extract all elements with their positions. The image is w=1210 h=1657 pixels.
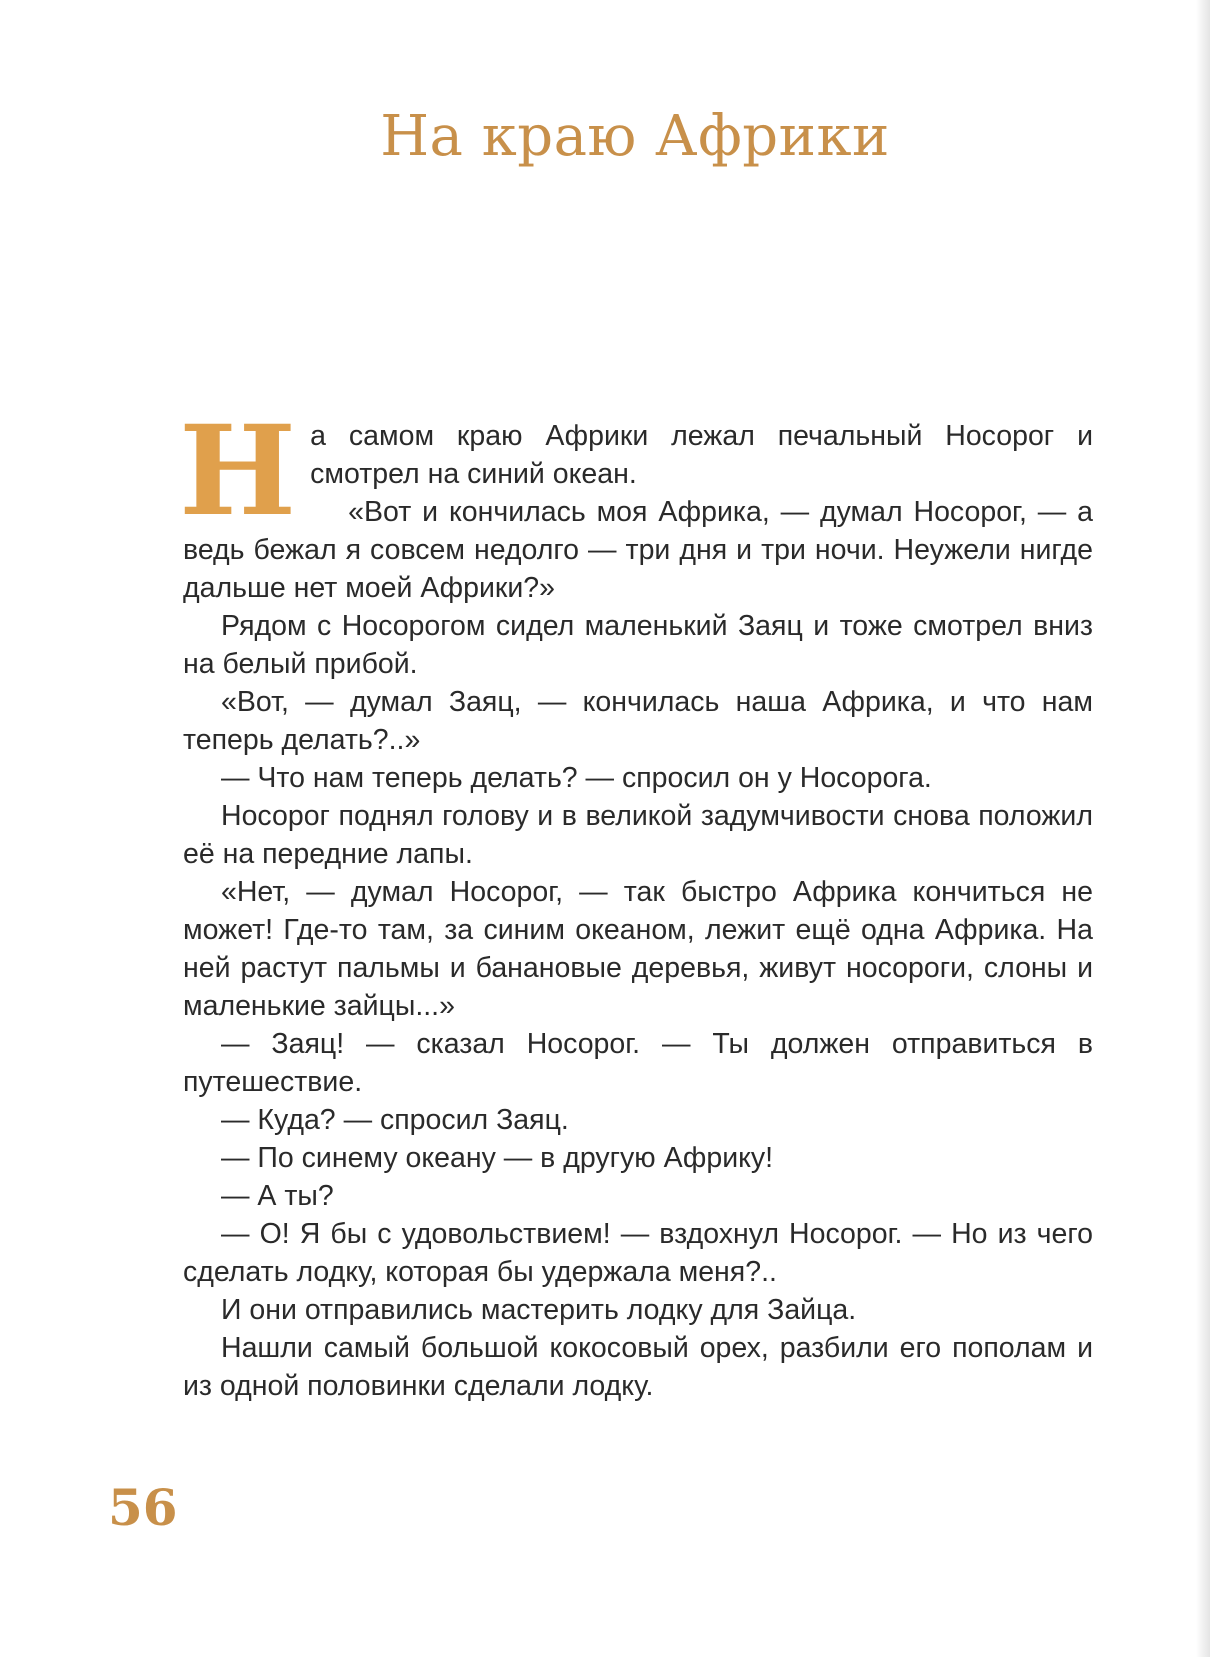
- page-edge-shadow: [1196, 0, 1210, 1657]
- paragraph-13: И они отправились мастерить лодку для Зайца.: [221, 1294, 857, 1326]
- paragraph-1: [179, 399, 1093, 544]
- paragraph-7: «Нет, — думал Носорог, — так быстро Африка кончиться не может! Где-то там, за синим океаном, лежит ещё одна Африка. На ней растут пальмы и банановые деревья, живут носороги, слоны и маленькие зайцы...»: [183, 876, 1093, 1022]
- paragraph-14: Нашли самый большой кокосовый орех, разбили его пополам и из одной половинки сделали лодку.: [183, 1332, 1093, 1402]
- paragraph-2: «Вот и кончилась моя Африка, — думал Носорог, — а ведь бежал я совсем недолго — три дня и три ночи. Неужели нигде дальше нет моей Африки?»: [183, 496, 1093, 604]
- paragraph-text: а самом краю Африки лежал печальный Носорог и смотрел на синий океан.: [310, 420, 1093, 490]
- paragraph-12: — О! Я бы с удовольствием! — вздохнул Носорог. — Но из чего сделать лодку, которая бы удержала меня?..: [183, 1218, 1093, 1288]
- paragraph-10: — По синему океану — в другую Африку!: [221, 1142, 774, 1174]
- drop-cap: Н: [179, 399, 297, 544]
- story-text: [179, 399, 1093, 1405]
- paragraph-9: — Куда? — спросил Заяц.: [221, 1104, 569, 1136]
- paragraph-3: Рядом с Носорогом сидел маленький Заяц и тоже смотрел вниз на белый прибой.: [183, 610, 1093, 680]
- paragraph-4: «Вот, — думал Заяц, — кончилась наша Африка, и что нам теперь делать?..»: [183, 686, 1093, 756]
- paragraph-5: — Что нам теперь делать? — спросил он у Носорога.: [221, 762, 932, 794]
- paragraph-8: — Заяц! — сказал Носорог. — Ты должен отправиться в путешествие.: [183, 1028, 1093, 1098]
- paragraph-6: Носорог поднял голову и в великой задумчивости снова положил её на передние лапы.: [183, 800, 1093, 870]
- paragraph-11: — А ты?: [221, 1180, 334, 1212]
- chapter-title: На краю Африки: [380, 104, 890, 169]
- page-number: 56: [108, 1478, 178, 1537]
